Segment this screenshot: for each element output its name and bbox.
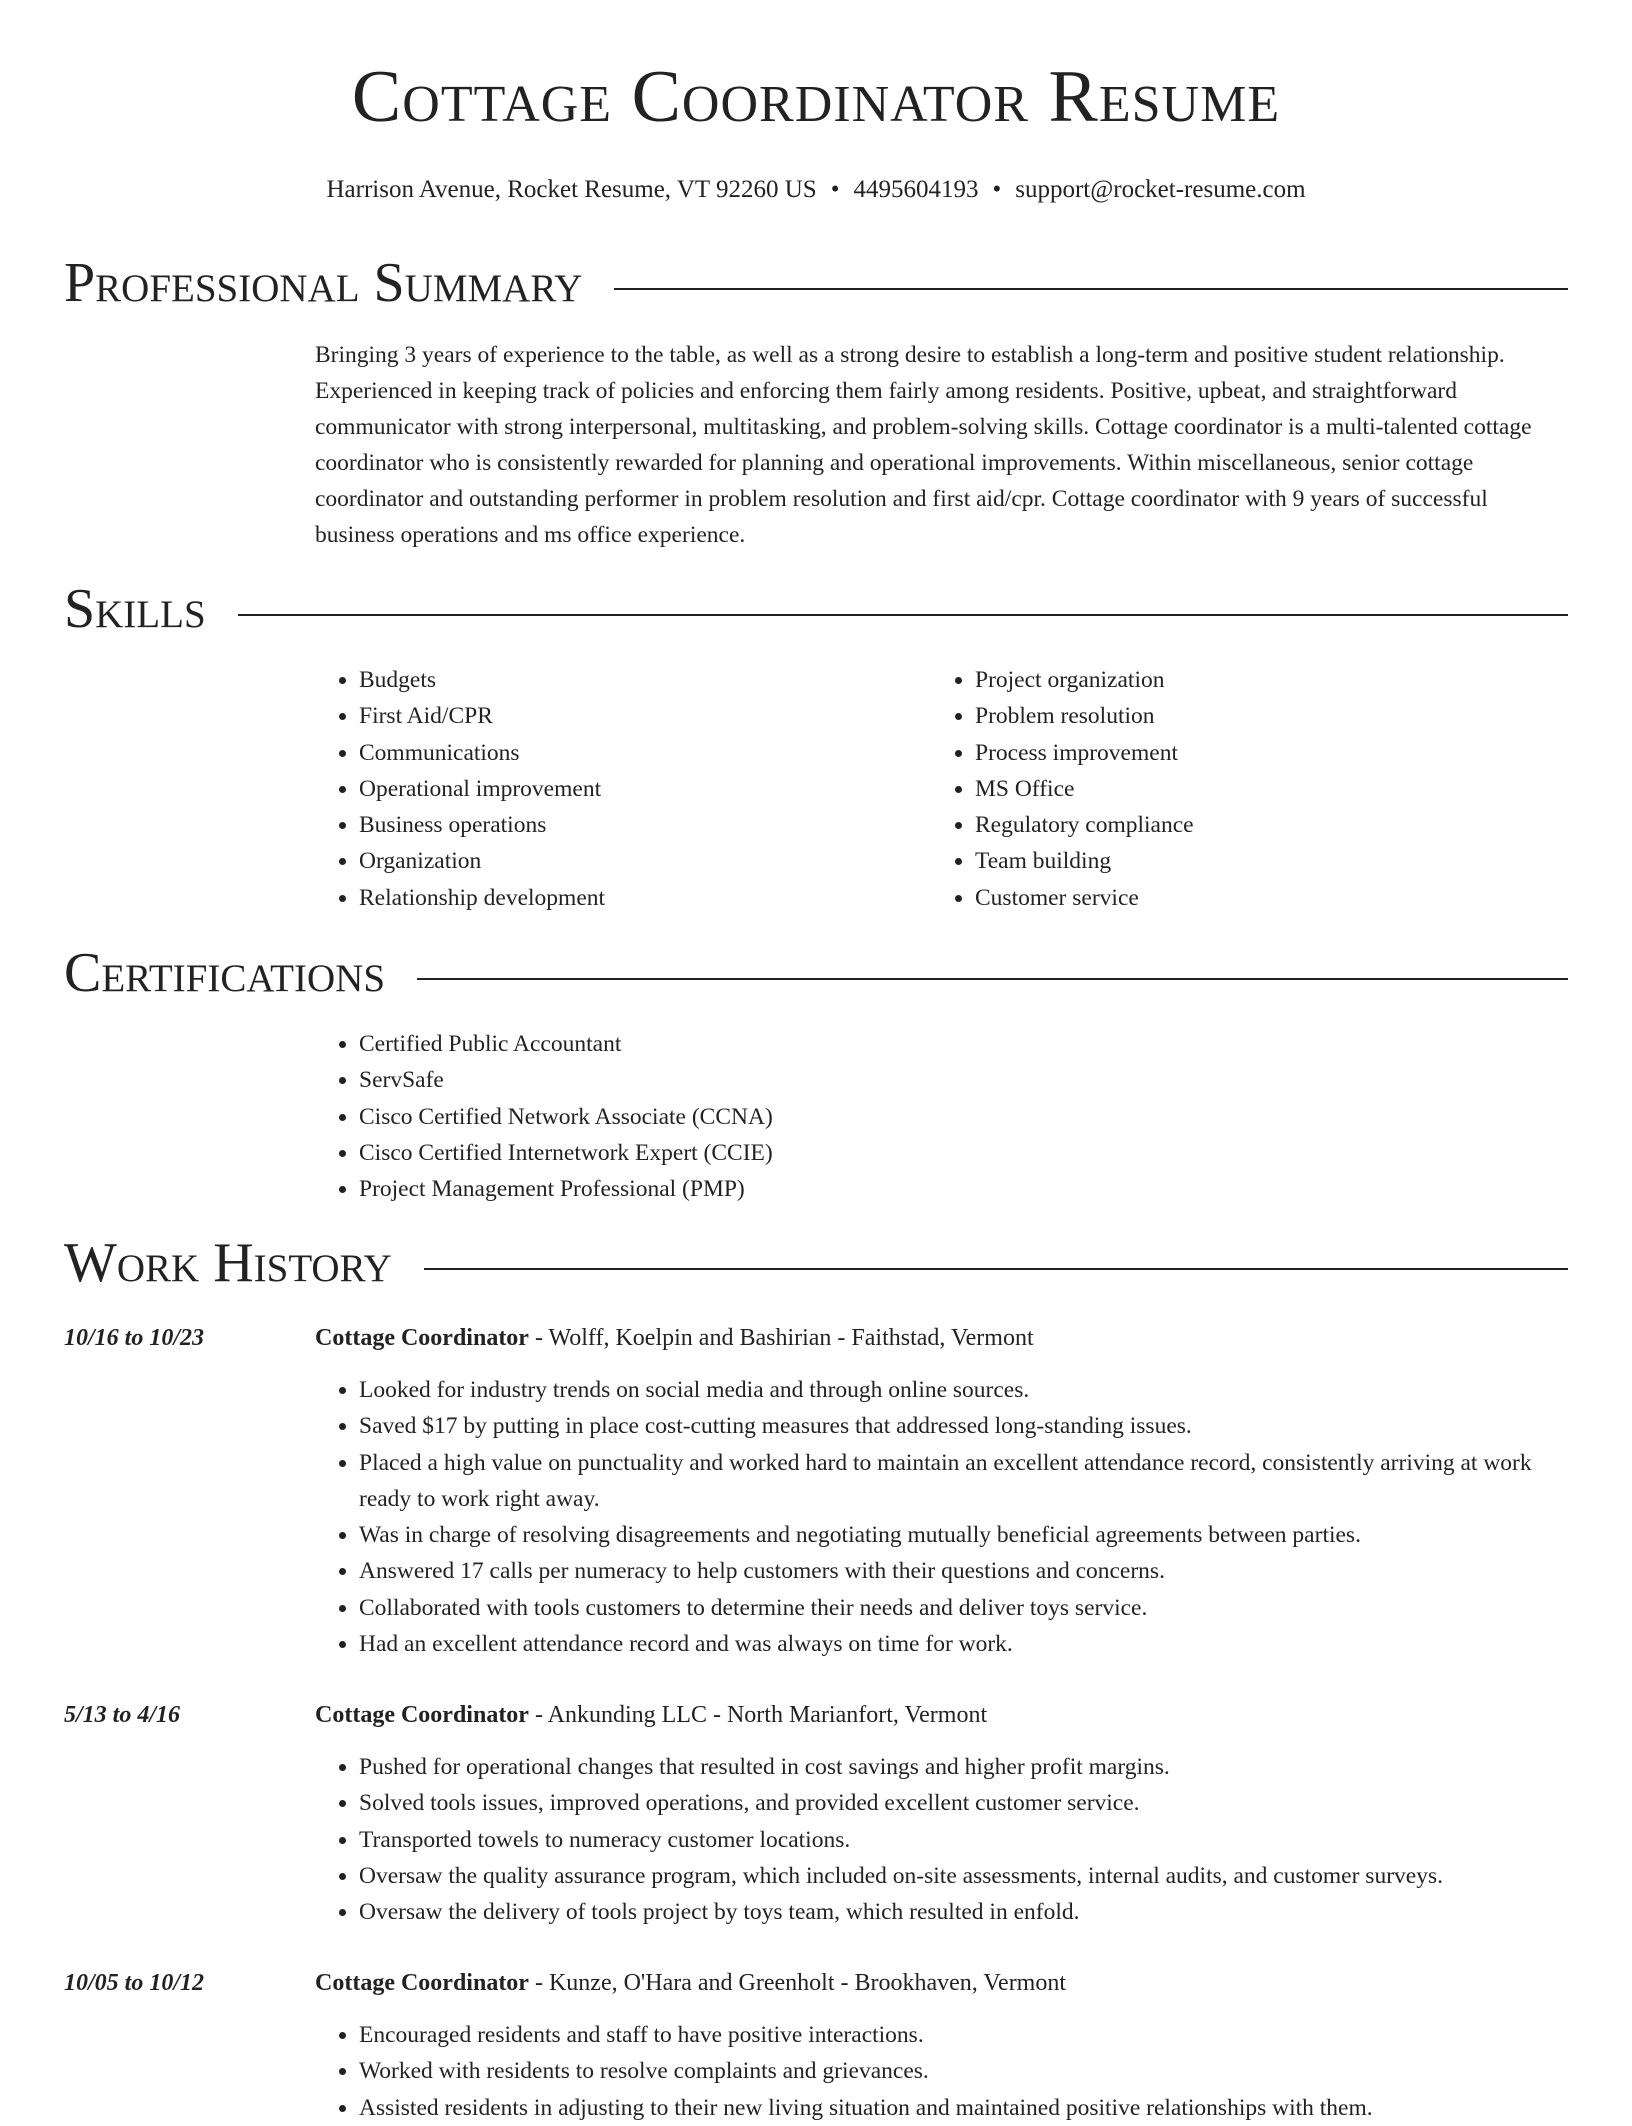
certification-item: • Project Management Professional (PMP) [359, 1171, 773, 1207]
certifications-section-header [64, 943, 1568, 1005]
job-bullets [315, 1372, 1568, 1662]
skill-item: • MS Office [975, 771, 1547, 807]
job-bullet: • Pushed for operational changes that resulted in cost savings and higher profit margins. [359, 1749, 1568, 1785]
contact-separator: • [992, 176, 1002, 203]
job-bullet: • Collaborated with tools customers to determine their needs and deliver toys service. [359, 1590, 1568, 1626]
job-bullet: • Worked with residents to resolve complaints and grievances. [359, 2053, 1568, 2089]
skill-item: • First Aid/CPR [359, 698, 931, 734]
skills-column-left [315, 662, 931, 916]
page-title: Cottage Coordinator Resume [351, 56, 1281, 138]
job-bullet: • Saved $17 by putting in place cost-cutting measures that addressed long-standing issues. [359, 1408, 1568, 1444]
job-title: Cottage Coordinator [315, 1702, 529, 1728]
skills-list [315, 662, 1575, 916]
job-dates: 10/05 to 10/12 [64, 1970, 205, 1996]
job-bullet: • Solved tools issues, improved operations, and provided excellent customer service. [359, 1785, 1568, 1821]
job-bullet: • Was in charge of resolving disagreements and negotiating mutually beneficial agreements between parties. [359, 1517, 1568, 1553]
skill-item: • Regulatory compliance [975, 807, 1547, 843]
work-history-section-header [64, 1233, 1568, 1295]
skill-item: • Team building [975, 843, 1547, 879]
certification-item: • Cisco Certified Internetwork Expert (CCIE) [359, 1135, 773, 1171]
job-bullet: • Answered 17 calls per numeracy to help customers with their questions and concerns. [359, 1553, 1568, 1589]
section-divider [614, 288, 1568, 290]
contact-address: Harrison Avenue, Rocket Resume, VT 92260 US [326, 176, 817, 203]
summary-section-header [64, 253, 1568, 315]
certifications-list [315, 1026, 773, 1207]
job-employer: - Wolff, Koelpin and Bashirian - Faithstad, Vermont [528, 1325, 1034, 1351]
certifications-heading: Certifications [64, 942, 386, 1004]
section-divider [238, 614, 1568, 616]
job-bullet: • Oversaw the quality assurance program, which included on-site assessments, internal audits, and customer surveys. [359, 1858, 1568, 1894]
job-bullet: • Oversaw the delivery of tools project by toys team, which resulted in enfold. [359, 1894, 1568, 1930]
skill-item: • Organization [359, 843, 931, 879]
skill-item: • Budgets [359, 662, 931, 698]
job-bullet: • Looked for industry trends on social media and through online sources. [359, 1372, 1568, 1408]
summary-text: Bringing 3 years of experience to the table, as well as a strong desire to establish a long-term and positive student relationship. Experienced in keeping track of policies and enforcing them fairly among residents. Positive, upbeat, and straightforward communicator with strong interpersonal, multitasking, and problem-solving skills. Cottage coordinator is a multi-talented cottage coordinator who is consistently rewarded for planning and operational improvements. Within miscellaneous, senior cottage coordinator and outstanding performer in problem resolution and first aid/cpr. Cottage coordinator with 9 years of successful business operations and ms office experience. [315, 342, 1532, 548]
skills-column-right [931, 662, 1547, 916]
skills-heading: Skills [64, 578, 206, 640]
certification-item: • ServSafe [359, 1062, 773, 1098]
section-divider [424, 1268, 1568, 1270]
job-bullet: • Transported towels to numeracy customer locations. [359, 1822, 1568, 1858]
job-bullet: • Assisted residents in adjusting to their new living situation and maintained positive relationships with them. [359, 2090, 1568, 2126]
skill-item: • Problem resolution [975, 698, 1547, 734]
job-bullet: • Placed a high value on punctuality and worked hard to maintain an excellent attendance record, consistently arriving at work ready to work right away. [359, 1445, 1568, 1518]
skill-item: • Process improvement [975, 735, 1547, 771]
job-employer: - Ankunding LLC - North Marianfort, Vermont [528, 1702, 988, 1728]
contact-line [0, 175, 1632, 205]
summary-heading: Professional Summary [64, 252, 583, 314]
skills-section-header [64, 579, 1568, 641]
skill-item: • Relationship development [359, 880, 931, 916]
job-bullets [315, 2017, 1568, 2126]
skill-item: • Business operations [359, 807, 931, 843]
job-title: Cottage Coordinator [315, 1970, 529, 1996]
job-employer: - Kunze, O'Hara and Greenholt - Brookhaven, Vermont [528, 1970, 1067, 1996]
work-history-heading: Work History [64, 1232, 392, 1294]
certification-item: • Cisco Certified Network Associate (CCNA) [359, 1099, 773, 1135]
job-title: Cottage Coordinator [315, 1325, 529, 1351]
job-bullets [315, 1749, 1568, 1930]
job-bullet: • Had an excellent attendance record and was always on time for work. [359, 1626, 1568, 1662]
contact-email: support@rocket-resume.com [1015, 176, 1306, 203]
skill-item: • Operational improvement [359, 771, 931, 807]
certification-item: • Certified Public Accountant [359, 1026, 773, 1062]
skill-item: • Customer service [975, 880, 1547, 916]
job-heading [315, 1697, 987, 1733]
job-heading [315, 1320, 1034, 1356]
contact-phone: 4495604193 [853, 176, 979, 203]
job-heading [315, 1965, 1066, 2001]
job-bullet: • Encouraged residents and staff to have positive interactions. [359, 2017, 1568, 2053]
skill-item: • Communications [359, 735, 931, 771]
contact-separator: • [830, 176, 840, 203]
section-divider [417, 978, 1568, 980]
job-dates: 10/16 to 10/23 [64, 1325, 205, 1351]
job-dates: 5/13 to 4/16 [64, 1702, 181, 1728]
skill-item: • Project organization [975, 662, 1547, 698]
